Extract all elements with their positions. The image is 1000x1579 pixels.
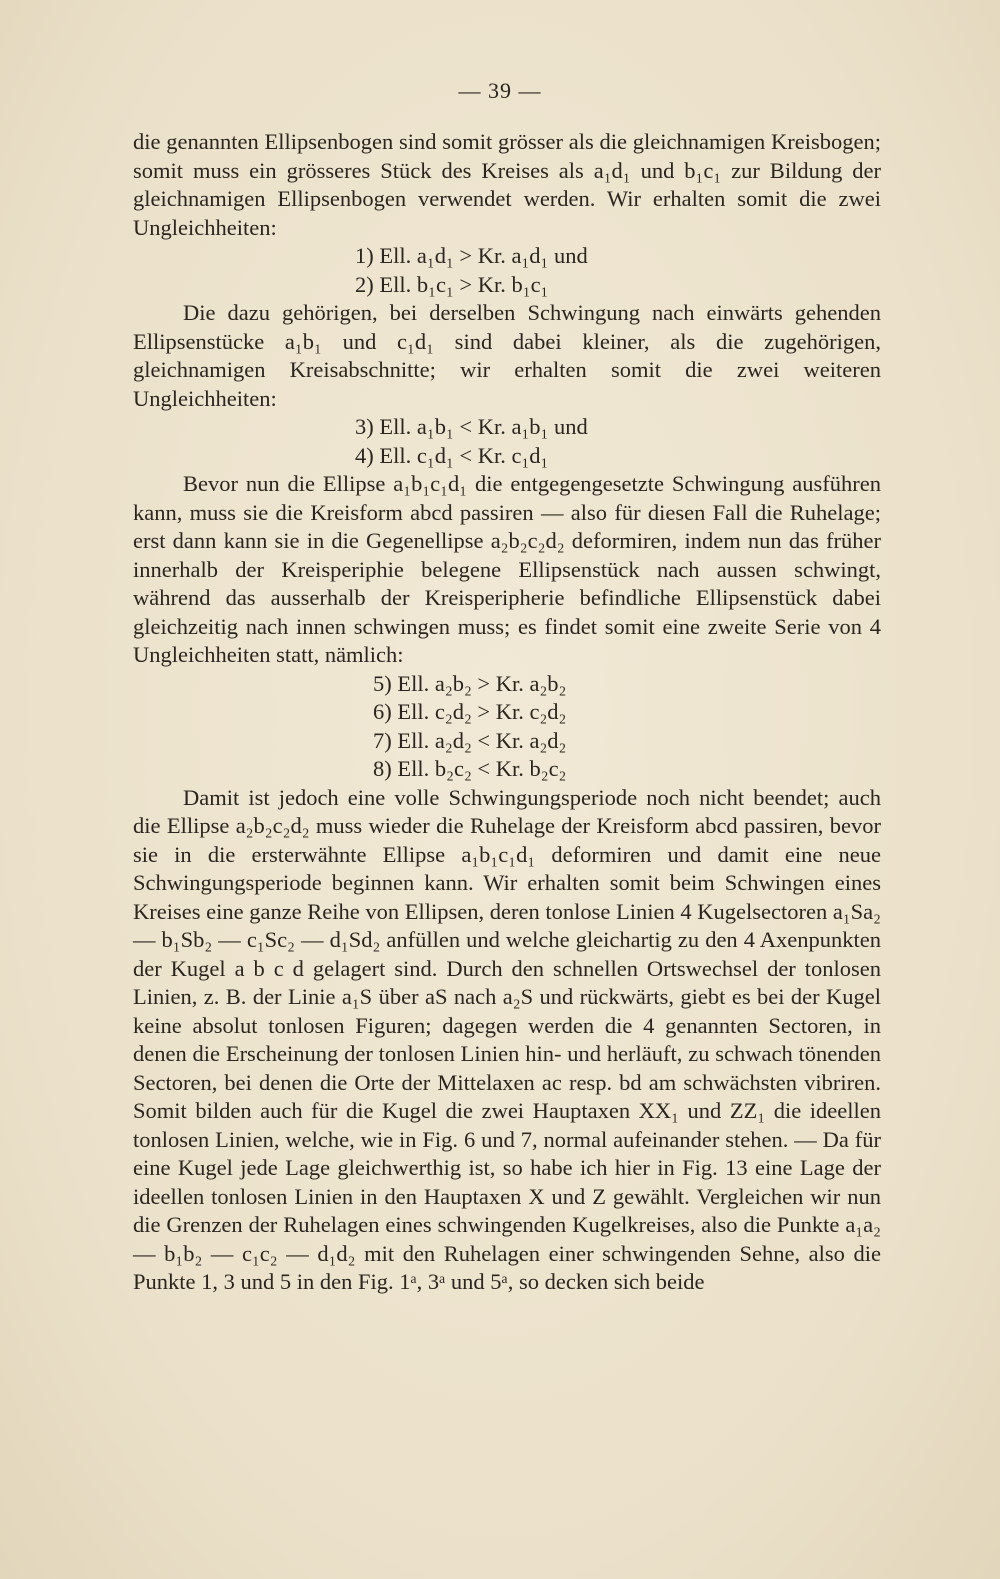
- body-text: [133, 128, 881, 1297]
- inequality-1: 1) Ell. a₁d₁ > Kr. a₁d₁ und: [355, 243, 588, 268]
- paragraph-1: die genannten Ellipsenbogen sind somit grösser als die gleichnamigen Kreisbogen; somit muss ein grösseres Stück des Kreises als a₁d₁ und b₁c₁ zur Bildung der gleichnamigen Ellipsenbogen verwendet werden. Wir erhalten somit die zwei Ungleichheiten:: [133, 129, 881, 240]
- inequality-8: 8) Ell. b₂c₂ < Kr. b₂c₂: [373, 756, 567, 781]
- inequality-3: 3) Ell. a₁b₁ < Kr. a₁b₁ und: [355, 414, 588, 439]
- inequality-5: 5) Ell. a₂b₂ > Kr. a₂b₂: [373, 670, 567, 696]
- inequality-2: 2) Ell. b₁c₁ > Kr. b₁c₁: [355, 271, 549, 297]
- paragraph-4: Damit ist jedoch eine volle Schwingungsperiode noch nicht beendet; auch die Ellipse a₂b₂c₂d₂ muss wieder die Ruhelage der Kreisform abcd passiren, bevor sie in die ersterwähnte Ellipse a₁b₁c₁d₁ deformiren und damit eine neue Schwingungsperiode beginnen kann. Wir erhalten somit beim Schwingen eines Kreises eine ganze Reihe von Ellipsen, deren tonlose Linien 4 Kugelsectoren a₁Sa₂ — b₁Sb₂ — c₁Sc₂ — d₁Sd₂ anfüllen und welche gleichartig zu den 4 Axenpunkten der Kugel a b c d gelagert sind. Durch den schnellen Ortswechsel der tonlosen Linien, z. B. der Linie a₁S über aS nach a₂S und rückwärts, giebt es bei der Kugel keine absolut tonlosen Figuren; dagegen werden die 4 genannten Sectoren, in denen die Erscheinung der tonlosen Linien hin- und herläuft, zu schwach tönenden Sectoren, bei denen die Orte der Mittelaxen ac resp. bd am schwächsten vibriren. Somit bilden auch für die Kugel die zwei Hauptaxen XX₁ und ZZ₁ die ideellen tonlosen Linien, welche, wie in Fig. 6 und 7, normal aufeinander stehen. — Da für eine Kugel jede Lage gleichwerthig ist, so habe ich hier in Fig. 13 eine Lage der ideellen tonlosen Linien in den Hauptaxen X und Z gewählt. Vergleichen wir nun die Grenzen der Ruhelagen eines schwingenden Kugelkreises, also die Punkte a₁a₂ — b₁b₂ — c₁c₂ — d₁d₂ mit den Ruhelagen einer schwingenden Sehne, also die Punkte 1, 3 und 5 in den Fig. 1ᵃ, 3ᵃ und 5ᵃ, so decken sich beide: [133, 784, 881, 1294]
- paragraph-2: Die dazu gehörigen, bei derselben Schwingung nach einwärts gehenden Ellipsenstücke a₁b₁ und c₁d₁ sind dabei kleiner, als die zugehörigen, gleichnamigen Kreisabschnitte; wir erhalten somit die zwei weiteren Ungleichheiten:: [133, 300, 881, 411]
- inequality-4: 4) Ell. c₁d₁ < Kr. c₁d₁: [355, 442, 549, 468]
- inequality-6: 6) Ell. c₂d₂ > Kr. c₂d₂: [373, 699, 567, 724]
- inequality-7: 7) Ell. a₂d₂ < Kr. a₂d₂: [373, 727, 567, 753]
- page-number: — 39 —: [458, 78, 542, 103]
- paragraph-3: Bevor nun die Ellipse a₁b₁c₁d₁ die entgegengesetzte Schwingung ausführen kann, muss sie die Kreisform abcd passiren — also für diesen Fall die Ruhelage; erst dann kann sie in die Gegenellipse a₂b₂c₂d₂ deformiren, indem nun das früher innerhalb der Kreisperiphie belegene Ellipsenstück nach aussen schwingt, während das ausserhalb der Kreisperipherie befindliche Ellipsenstück dabei gleichzeitig nach innen schwingen muss; es findet somit eine zweite Serie von 4 Ungleichheiten statt, nämlich:: [133, 471, 881, 667]
